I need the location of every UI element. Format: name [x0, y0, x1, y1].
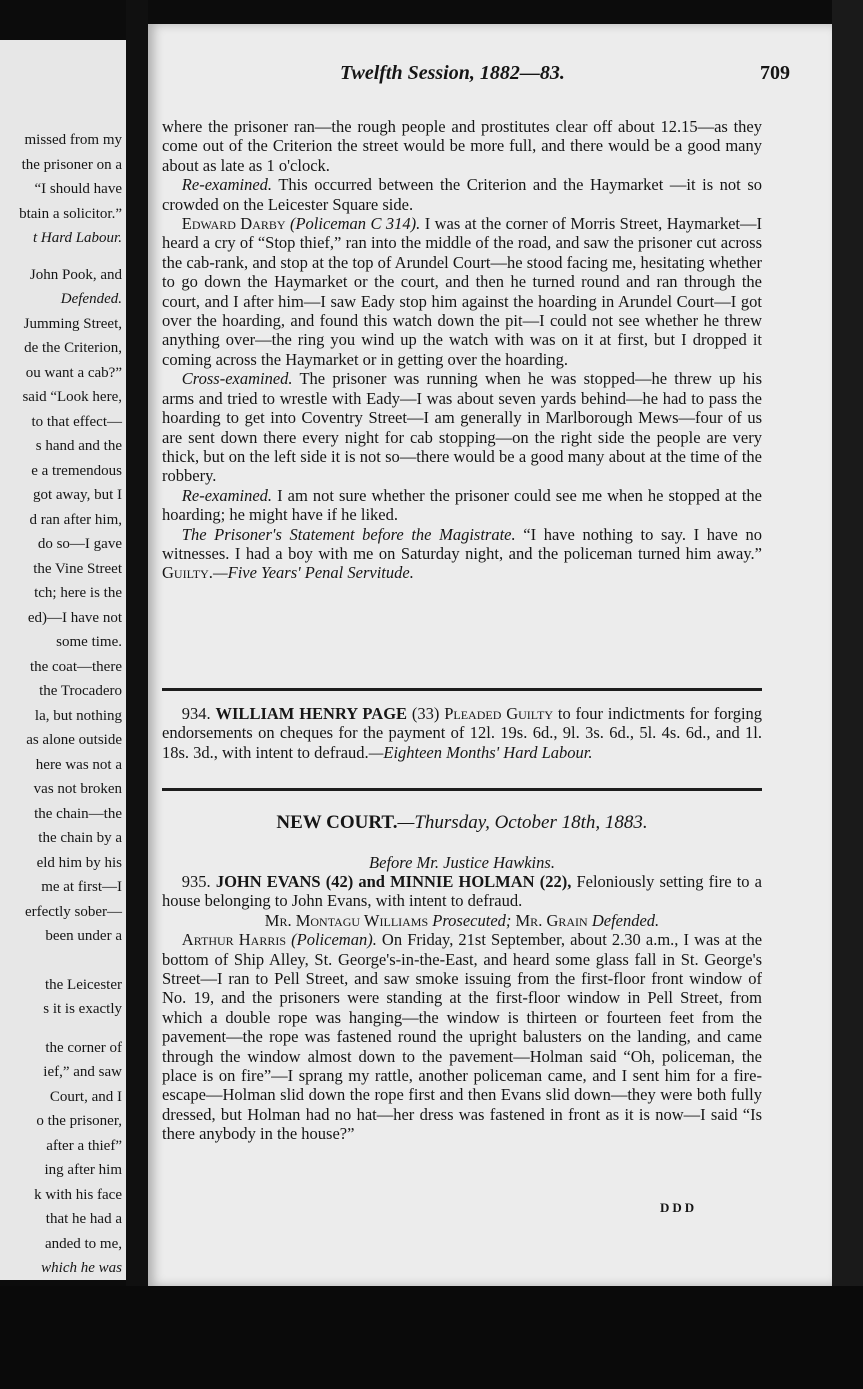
- paragraph: 935. JOHN EVANS (42) and MINNIE HOLMAN (22), Feloniously setting fire to a house belonging to John Evans, with intent to defraud.: [162, 872, 762, 911]
- section-label: Re-examined.: [181, 485, 273, 505]
- session-title: Twelfth Session, 1882—83.: [340, 62, 565, 84]
- divider: [162, 788, 762, 791]
- left-page-line: vas not broken: [33, 781, 122, 797]
- left-page-line: la, but nothing: [34, 707, 122, 724]
- left-page-line: de the Criterion,: [24, 340, 122, 356]
- left-page-line: the corner of: [45, 1039, 122, 1056]
- left-page-line: t Hard Labour.: [32, 230, 122, 246]
- left-page-line: said “Look here,: [22, 389, 122, 405]
- verdict: Guilty.: [162, 563, 213, 583]
- left-page-line: the Leicester: [44, 976, 122, 993]
- left-page-line: me at first—I: [41, 879, 122, 895]
- sentence: —Five Years' Penal Servitude.: [212, 563, 414, 583]
- paragraph: Re-examined. This occurred between the Criterion and the Haymarket —it is not so crowded on the Leicester Square side.: [162, 175, 762, 214]
- case-935: [162, 872, 762, 1144]
- left-page-line: btain a solicitor.”: [19, 205, 122, 222]
- divider: [162, 688, 762, 691]
- left-page-line: the chain—the: [34, 805, 122, 822]
- sentence: —Eighteen Months' Hard Labour.: [368, 742, 593, 762]
- defendant-names: JOHN EVANS (42) and MINNIE HOLMAN (22),: [215, 872, 572, 891]
- paragraph: The Prisoner's Statement before the Magistrate. “I have nothing to say. I have no witnesses. I had a boy with me on Saturday night, and the policeman turned him away.” Guilty.—Five Years' Penal Servitude.: [162, 524, 762, 583]
- left-page-line: s it is exactly: [43, 1001, 122, 1017]
- left-page-line: “I should have: [34, 181, 122, 197]
- left-page-line: here was not a: [35, 756, 122, 773]
- page-number: 709: [760, 62, 790, 84]
- left-page-line: erfectly sober—: [24, 903, 122, 920]
- left-page-line: eld him by his: [36, 854, 122, 871]
- witness-role: (Policeman C 314).: [289, 214, 421, 234]
- left-page-line: to that effect—: [31, 413, 122, 430]
- left-page-line: missed from my: [24, 132, 122, 148]
- left-page-line: ief,” and saw: [43, 1064, 122, 1080]
- court-date: —Thursday, October 18th, 1883.: [397, 812, 648, 833]
- left-page-line: the Vine Street: [33, 560, 122, 577]
- paragraph: Cross-examined. The prisoner was running when he was stopped—he threw up his arms and tried to wrestle with Eady—I was about seven yards behind—he had to pass the hoarding to get into Coventry Street—I am generally in Marlborough Mews—four of us are sent down there every night for cab stopping—on the right side the people are very thick, but on the left side it is not so—there would be a good many about at the time of the robbery.: [162, 369, 762, 486]
- paragraph: where the prisoner ran—the rough people and prostitutes clear off about 12.15—as they come out of the Criterion the street would be more full, and there would be a good many about as late as 1 o'clock.: [162, 117, 762, 175]
- left-page-line: as alone outside: [26, 732, 122, 748]
- left-page-line: Jumming Street,: [23, 315, 122, 332]
- left-page-line: ou want a cab?”: [25, 364, 122, 381]
- plea: Pleaded Guilty: [444, 704, 554, 723]
- left-page-line: ed)—I have not: [27, 609, 122, 626]
- left-page-line: the Trocadero: [39, 683, 122, 699]
- left-page-line: been under a: [45, 928, 122, 944]
- left-page-line: the chain by a: [38, 830, 122, 846]
- left-page-line: that he had a: [45, 1211, 122, 1227]
- running-header: [190, 62, 790, 88]
- left-page-line: the prisoner on a: [21, 156, 122, 173]
- section-label: Cross-examined.: [181, 369, 293, 389]
- section-label: The Prisoner's Statement before the Magistrate.: [181, 524, 516, 544]
- case-934: [162, 704, 762, 762]
- left-page-line: Court, and I: [49, 1088, 122, 1105]
- court-title: NEW COURT.: [276, 812, 398, 833]
- left-page-line: tch; here is the: [34, 585, 122, 601]
- witness-name: Edward Darby: [181, 214, 286, 234]
- paragraph: Arthur Harris (Policeman). On Friday, 21st September, about 2.30 a.m., I was at the bottom of Ship Alley, St. George's-in-the-East, and heard some glass fall in St. George's Street—I ran to Pell Street, and saw smoke issuing from the first-floor front window of No. 19, and the prisoners were standing at the first-floor window in Pell Street, from which a double rope was hanging—the window is thirteen or fourteen feet from the pavement—the rope was fastened round the upright balusters on the landing, and came through the window almost down to the pavement—Holman said “Oh, policeman, the place is on fire”—I sprang my rattle, another policeman came, and I sent him for a fire-escape—Holman slid down the rope first and then Evans slid down—they were both fully dressed, but Holman had no hat—her dress was fastened in front as it is now—I said “Is there anybody in the house?”: [162, 930, 763, 1144]
- left-page-line: Defended.: [60, 291, 122, 307]
- left-page-line: e a tremendous: [31, 462, 122, 479]
- left-page-line: o the prisoner,: [36, 1113, 122, 1129]
- left-page-line: got away, but I: [32, 487, 122, 503]
- signature-mark: DDD: [660, 1200, 698, 1215]
- page-edge: [832, 0, 863, 1389]
- scan-border: [0, 1286, 863, 1389]
- paragraph: 934. WILLIAM HENRY PAGE (33) Pleaded Guilty to four indictments for forging endorsements on cheques for the payment of 12l. 19s. 6d., 9l. 3s. 6d., 5l. 4s. 6d., and 1l. 18s. 3d., with intent to defraud.—Eighteen Months' Hard Labour.: [162, 704, 763, 762]
- testimony-block: [162, 117, 762, 583]
- counsel-line: Mr. Montagu Williams Prosecuted; Mr. Grain Defended.: [264, 910, 660, 930]
- left-page-line: ing after him: [44, 1162, 122, 1178]
- left-page-line: which he was: [41, 1260, 122, 1276]
- witness-name: Arthur Harris: [181, 930, 287, 950]
- paragraph: Re-examined. I am not sure whether the prisoner could see me when he stopped at the hoarding; he might have if he liked.: [162, 485, 762, 525]
- section-label: Re-examined.: [181, 175, 273, 195]
- judge-line: Before Mr. Justice Hawkins.: [369, 853, 555, 872]
- left-page-line: after a thief”: [46, 1137, 122, 1154]
- left-page-line: do so—I gave: [37, 536, 122, 552]
- defendant-name: WILLIAM HENRY PAGE: [215, 704, 408, 723]
- left-page-line: John Pook, and: [29, 266, 122, 283]
- left-page-line: anded to me,: [44, 1235, 122, 1252]
- left-page-line: the coat—there: [29, 658, 122, 675]
- court-heading: [162, 812, 762, 834]
- left-page-line: some time.: [56, 634, 122, 650]
- left-page-line: s hand and the: [35, 438, 122, 454]
- witness-role: (Policeman).: [291, 930, 377, 950]
- left-page: [0, 40, 129, 1280]
- left-page-line: d ran after him,: [29, 511, 122, 528]
- left-page-line: k with his face: [34, 1186, 122, 1203]
- paragraph: Edward Darby (Policeman C 314). I was at the corner of Morris Street, Haymarket—I heard a cry of “Stop thief,” ran into the middle of the road, and saw the prisoner cut across the cab-rank, and stop at the top of Arundel Court—he stood facing me, hesitating whether to go down the Haymarket or the court, and then he turned round and ran through the court, and I after him—I saw Eady stop him against the hoarding in Arundel Court—I got over the hoarding, and found this watch down the pit—I could not see whether he threw anything over—the ring you wind up the watch with was on it at first, but I dropped it coming across the Haymarket or in getting over the hoarding.: [162, 214, 762, 369]
- book-gutter: [126, 0, 148, 1389]
